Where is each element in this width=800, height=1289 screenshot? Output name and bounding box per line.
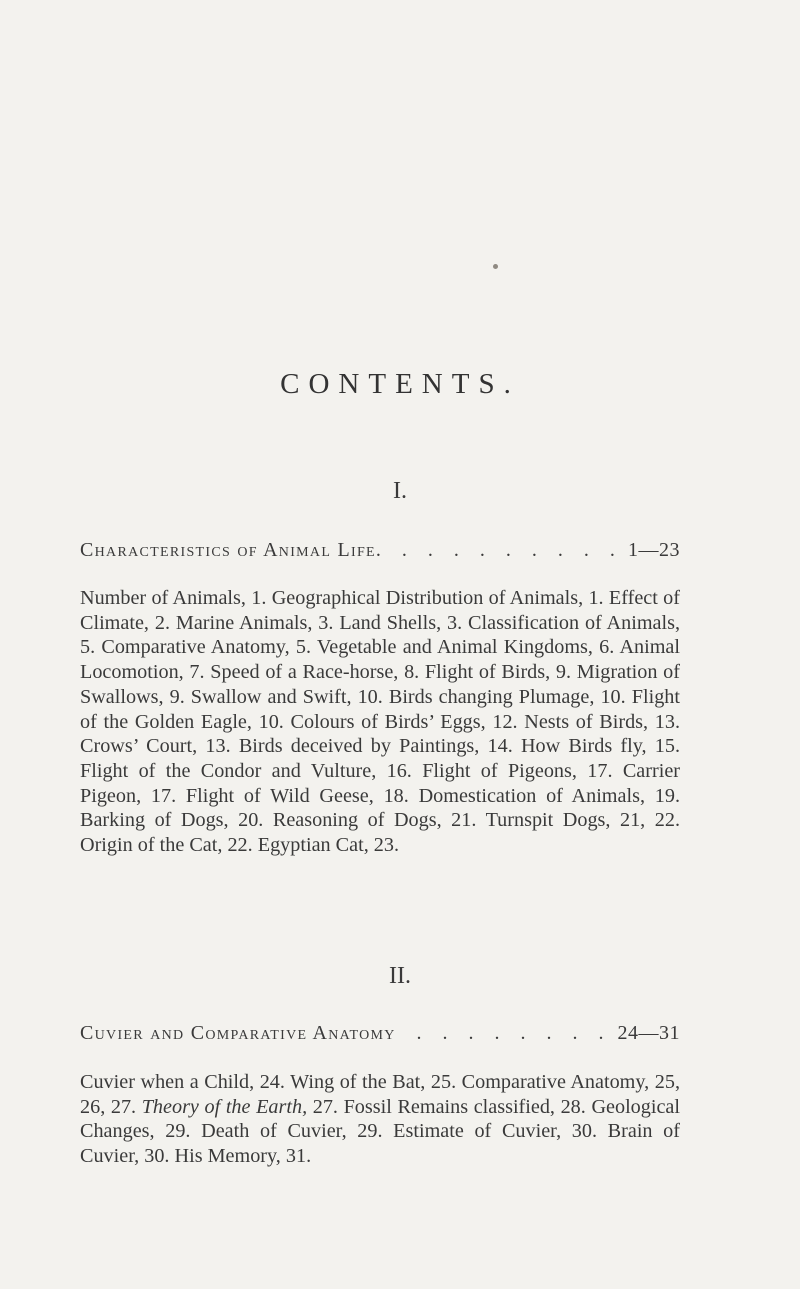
section-2-title: Cuvier and Comparative Anatomy	[80, 1022, 396, 1044]
section-1-leader-dots: . . . . . . . . . .	[375, 539, 623, 561]
section-2-pages: 24—31	[617, 1022, 680, 1044]
section-2-summary-part-1: Cuvier when a Child, 24. Wing of the Bat, 25. Comparative Anatomy, 25, 26, 27.	[80, 1071, 680, 1118]
section-2-number: II.	[389, 963, 411, 989]
section-1-number: I.	[393, 478, 407, 504]
section-1-entry	[80, 539, 680, 562]
section-2-summary	[80, 1070, 680, 1169]
section-2-summary-text	[80, 1070, 680, 1169]
section-2-summary-part-2: 27. Fossil Remains classified, 28. Geological Changes, 29. Death of Cuvier, 29. Estimate of Cuvier, 30. Brain of Cuvier, 30. His Memory, 31.	[80, 1095, 681, 1168]
section-2-entry	[80, 1022, 680, 1045]
section-2-book-title: Theory of the Earth,	[141, 1095, 308, 1118]
section-2-leader-dots: . . . . . . . .	[416, 1022, 612, 1044]
section-1-pages: 1—23	[628, 539, 680, 561]
section-1-title: Characteristics of Animal Life	[80, 539, 376, 561]
section-1-summary-text: Number of Animals, 1. Geographical Distribution of Animals, 1. Effect of Climate, 2. Marine Animals, 3. Land Shells, 3. Classification of Animals, 5. Comparative Anatomy, 5. Vegetable and Animal Kingdoms, 6. Animal Locomotion, 7. Speed of a Race-horse, 8. Flight of Birds, 9. Migration of Swallows, 9. Swallow and Swift, 10. Birds changing Plumage, 10. Flight of the Golden Eagle, 10. Colours of Birds’ Eggs, 12. Nests of Birds, 13. Crows’ Court, 13. Birds deceived by Paintings, 14. How Birds fly, 15. Flight of the Condor and Vulture, 16. Flight of Pigeons, 17. Carrier Pigeon, 17. Flight of Wild Geese, 18. Domestication of Animals, 19. Barking of Dogs, 20. Reasoning of Dogs, 21. Turnspit Dogs, 21, 22. Origin of the Cat, 22. Egyptian Cat, 23.	[80, 587, 680, 857]
ink-speck	[493, 264, 498, 269]
section-1-summary	[80, 586, 680, 858]
contents-heading: CONTENTS.	[280, 368, 520, 400]
